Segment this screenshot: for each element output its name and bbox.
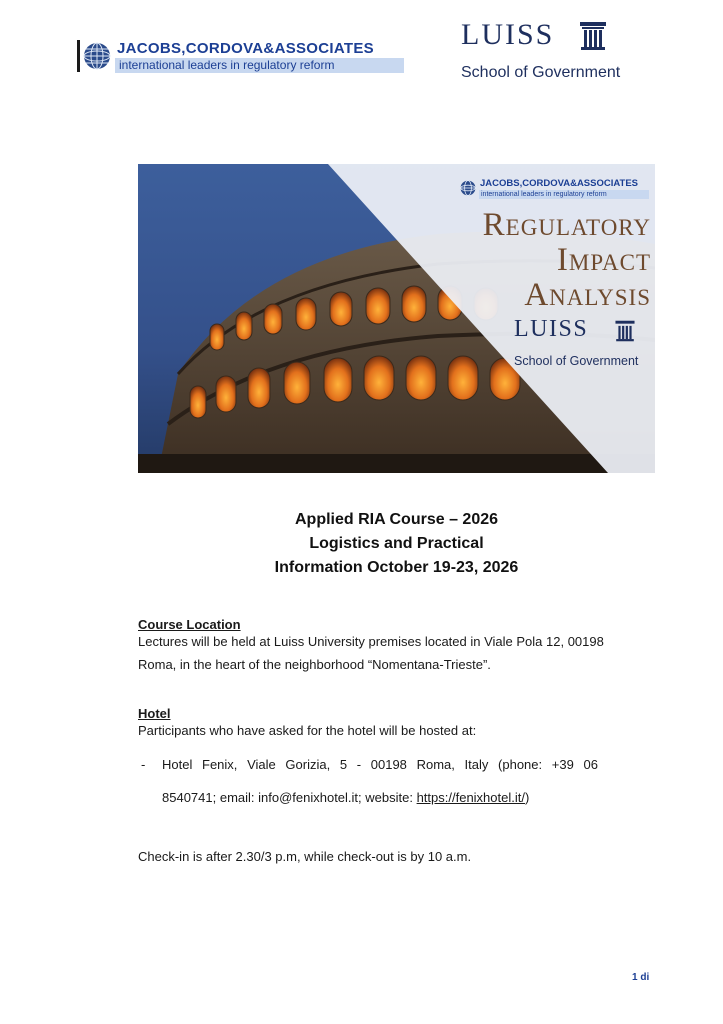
banner-title <box>483 208 651 313</box>
hotel-word: Gorizia, <box>285 757 331 772</box>
jca-logo <box>77 38 404 74</box>
course-location-text: Roma, in the heart of the neighborhood “Nomentana-Trieste”. <box>138 657 491 672</box>
bullet-marker: - <box>141 757 146 772</box>
hotel-section <box>138 706 658 739</box>
banner-jca-name: JACOBS,CORDOVA&ASSOCIATES <box>480 178 638 189</box>
banner-title-line: Analysis <box>524 277 651 313</box>
hotel-contact-close: ) <box>524 790 530 805</box>
jca-name: JACOBS,CORDOVA&ASSOCIATES <box>117 40 374 57</box>
hotel-word: 5 <box>339 757 348 772</box>
banner-title-line: Regulatory <box>482 207 651 243</box>
banner-luiss-subtitle: School of Government <box>514 354 639 368</box>
banner-luiss-logo <box>514 316 654 376</box>
page-number: 1 di <box>632 972 650 983</box>
hotel-website-link[interactable]: https://fenixhotel.it/ <box>416 790 525 805</box>
title-line: Logistics and Practical <box>309 535 484 552</box>
hotel-intro: Participants who have asked for the hotel will be hosted at: <box>138 723 477 738</box>
course-location-heading: Course Location <box>138 617 241 632</box>
hotel-word: Italy <box>464 757 489 772</box>
hotel-details-line <box>162 757 598 772</box>
column-icon <box>614 320 636 342</box>
banner-jca-logo <box>460 177 650 199</box>
hotel-word: Fenix, <box>202 757 238 772</box>
document-title <box>160 508 633 580</box>
globe-icon <box>460 180 476 196</box>
checkin-text: Check-in is after 2.30/3 p.m, while check-out is by 10 a.m. <box>138 849 472 864</box>
hotel-word: +39 <box>551 757 574 772</box>
banner-luiss-word: LUISS <box>514 316 589 342</box>
hotel-word: Viale <box>247 757 276 772</box>
title-line: Applied RIA Course – 2026 <box>294 511 499 528</box>
logo-bar <box>77 40 80 72</box>
banner-title-line: Impact <box>556 242 651 278</box>
course-location-section <box>138 617 658 680</box>
luiss-logo <box>461 16 631 86</box>
luiss-word: LUISS <box>461 18 555 51</box>
hotel-word: Roma, <box>416 757 455 772</box>
globe-icon <box>83 42 111 70</box>
hotel-word: 06 <box>583 757 598 772</box>
title-line: Information October 19-23, 2026 <box>274 559 519 576</box>
banner-jca-tagline: international leaders in regulatory reform <box>479 190 649 199</box>
hotel-heading: Hotel <box>138 706 171 721</box>
column-icon <box>579 21 607 51</box>
course-location-text: Lectures will be held at Luiss University premises located in Viale Pola 12, 00198 <box>138 634 604 649</box>
hotel-word: (phone: <box>498 757 543 772</box>
luiss-subtitle: School of Government <box>461 64 621 81</box>
jca-tagline: international leaders in regulatory reform <box>115 58 404 73</box>
hotel-contact-text: 8540741; email: info@fenixhotel.it; website: <box>162 790 417 805</box>
hotel-word: - <box>356 757 362 772</box>
hotel-word: 00198 <box>370 757 407 772</box>
hotel-contact-line <box>162 790 529 805</box>
course-banner <box>138 164 655 473</box>
hotel-word: Hotel <box>162 757 193 772</box>
